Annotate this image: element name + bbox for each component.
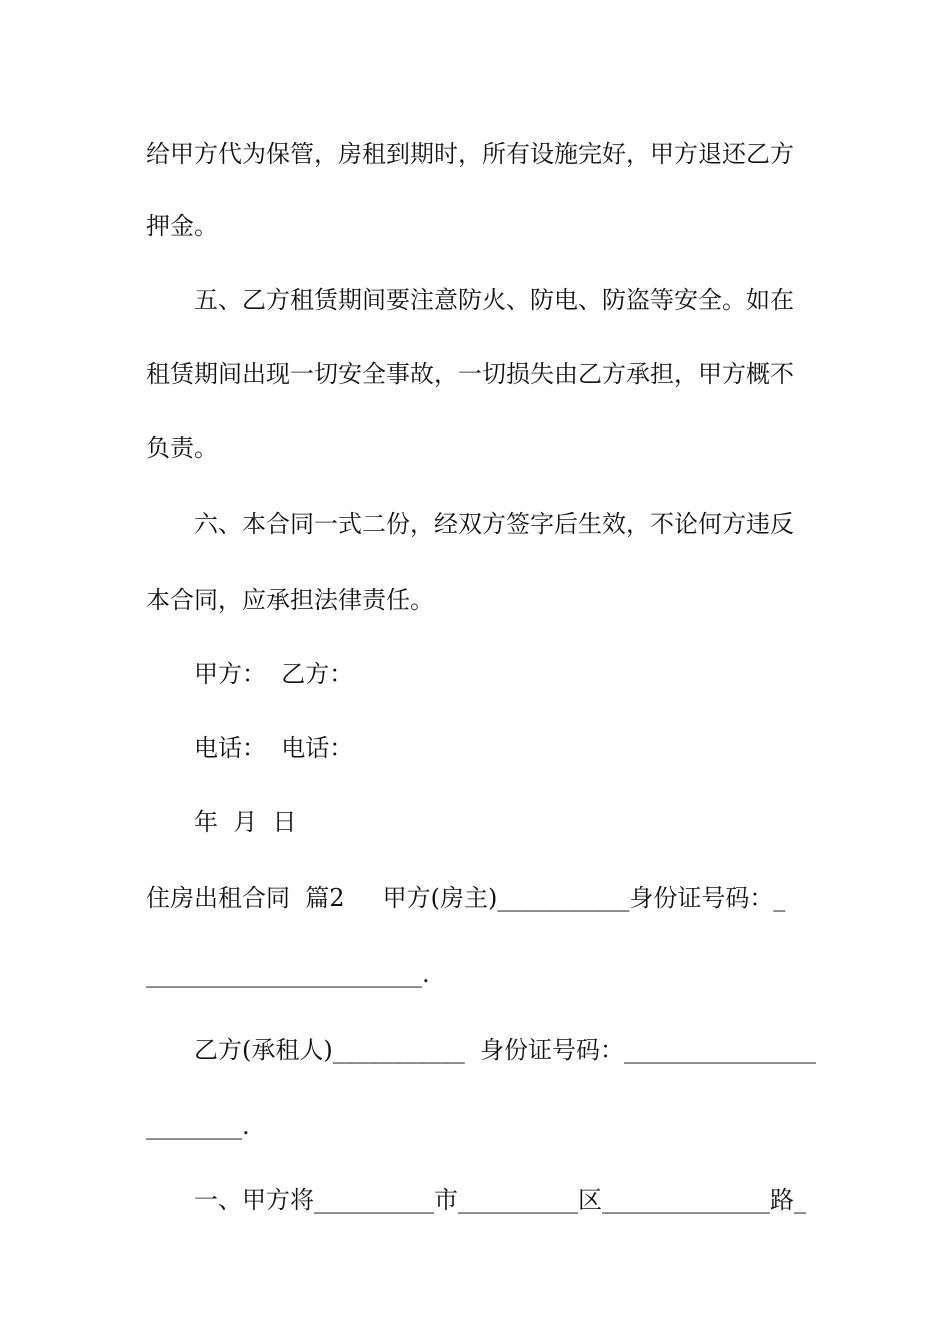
paragraph-line-2: 押金。 [146,212,218,240]
tenant-id-continuation-line: ________. [146,1112,250,1140]
clause-five-line-3: 负责。 [146,434,218,462]
clause-six-line-1: 六、本合同一式二份，经双方签字后生效，不论何方违反 [194,510,794,538]
tenant-line: 乙方(承租人)___________ 身份证号码：________________ [194,1036,816,1064]
date-line: 年 月 日 [194,808,297,836]
party-signature-line: 甲方： 乙方： [194,660,354,688]
clause-five-line-2: 租赁期间出现一切安全事故，一切损失由乙方承担，甲方概不 [146,360,794,388]
contract-two-heading-line: 住房出租合同 篇2 甲方(房主)___________身份证号码：_ [146,884,786,912]
phone-line: 电话： 电话： [194,734,354,762]
clause-five-line-1: 五、乙方租赁期间要注意防火、防电、防盗等安全。如在 [194,286,794,314]
clause-six-line-2: 本合同，应承担法律责任。 [146,586,434,614]
id-number-continuation-line: _______________________. [146,960,430,988]
paragraph-line-1: 给甲方代为保管，房租到期时，所有设施完好，甲方退还乙方 [146,140,794,168]
clause-one-line-1: 一、甲方将__________市__________区______________路_ [194,1186,806,1214]
